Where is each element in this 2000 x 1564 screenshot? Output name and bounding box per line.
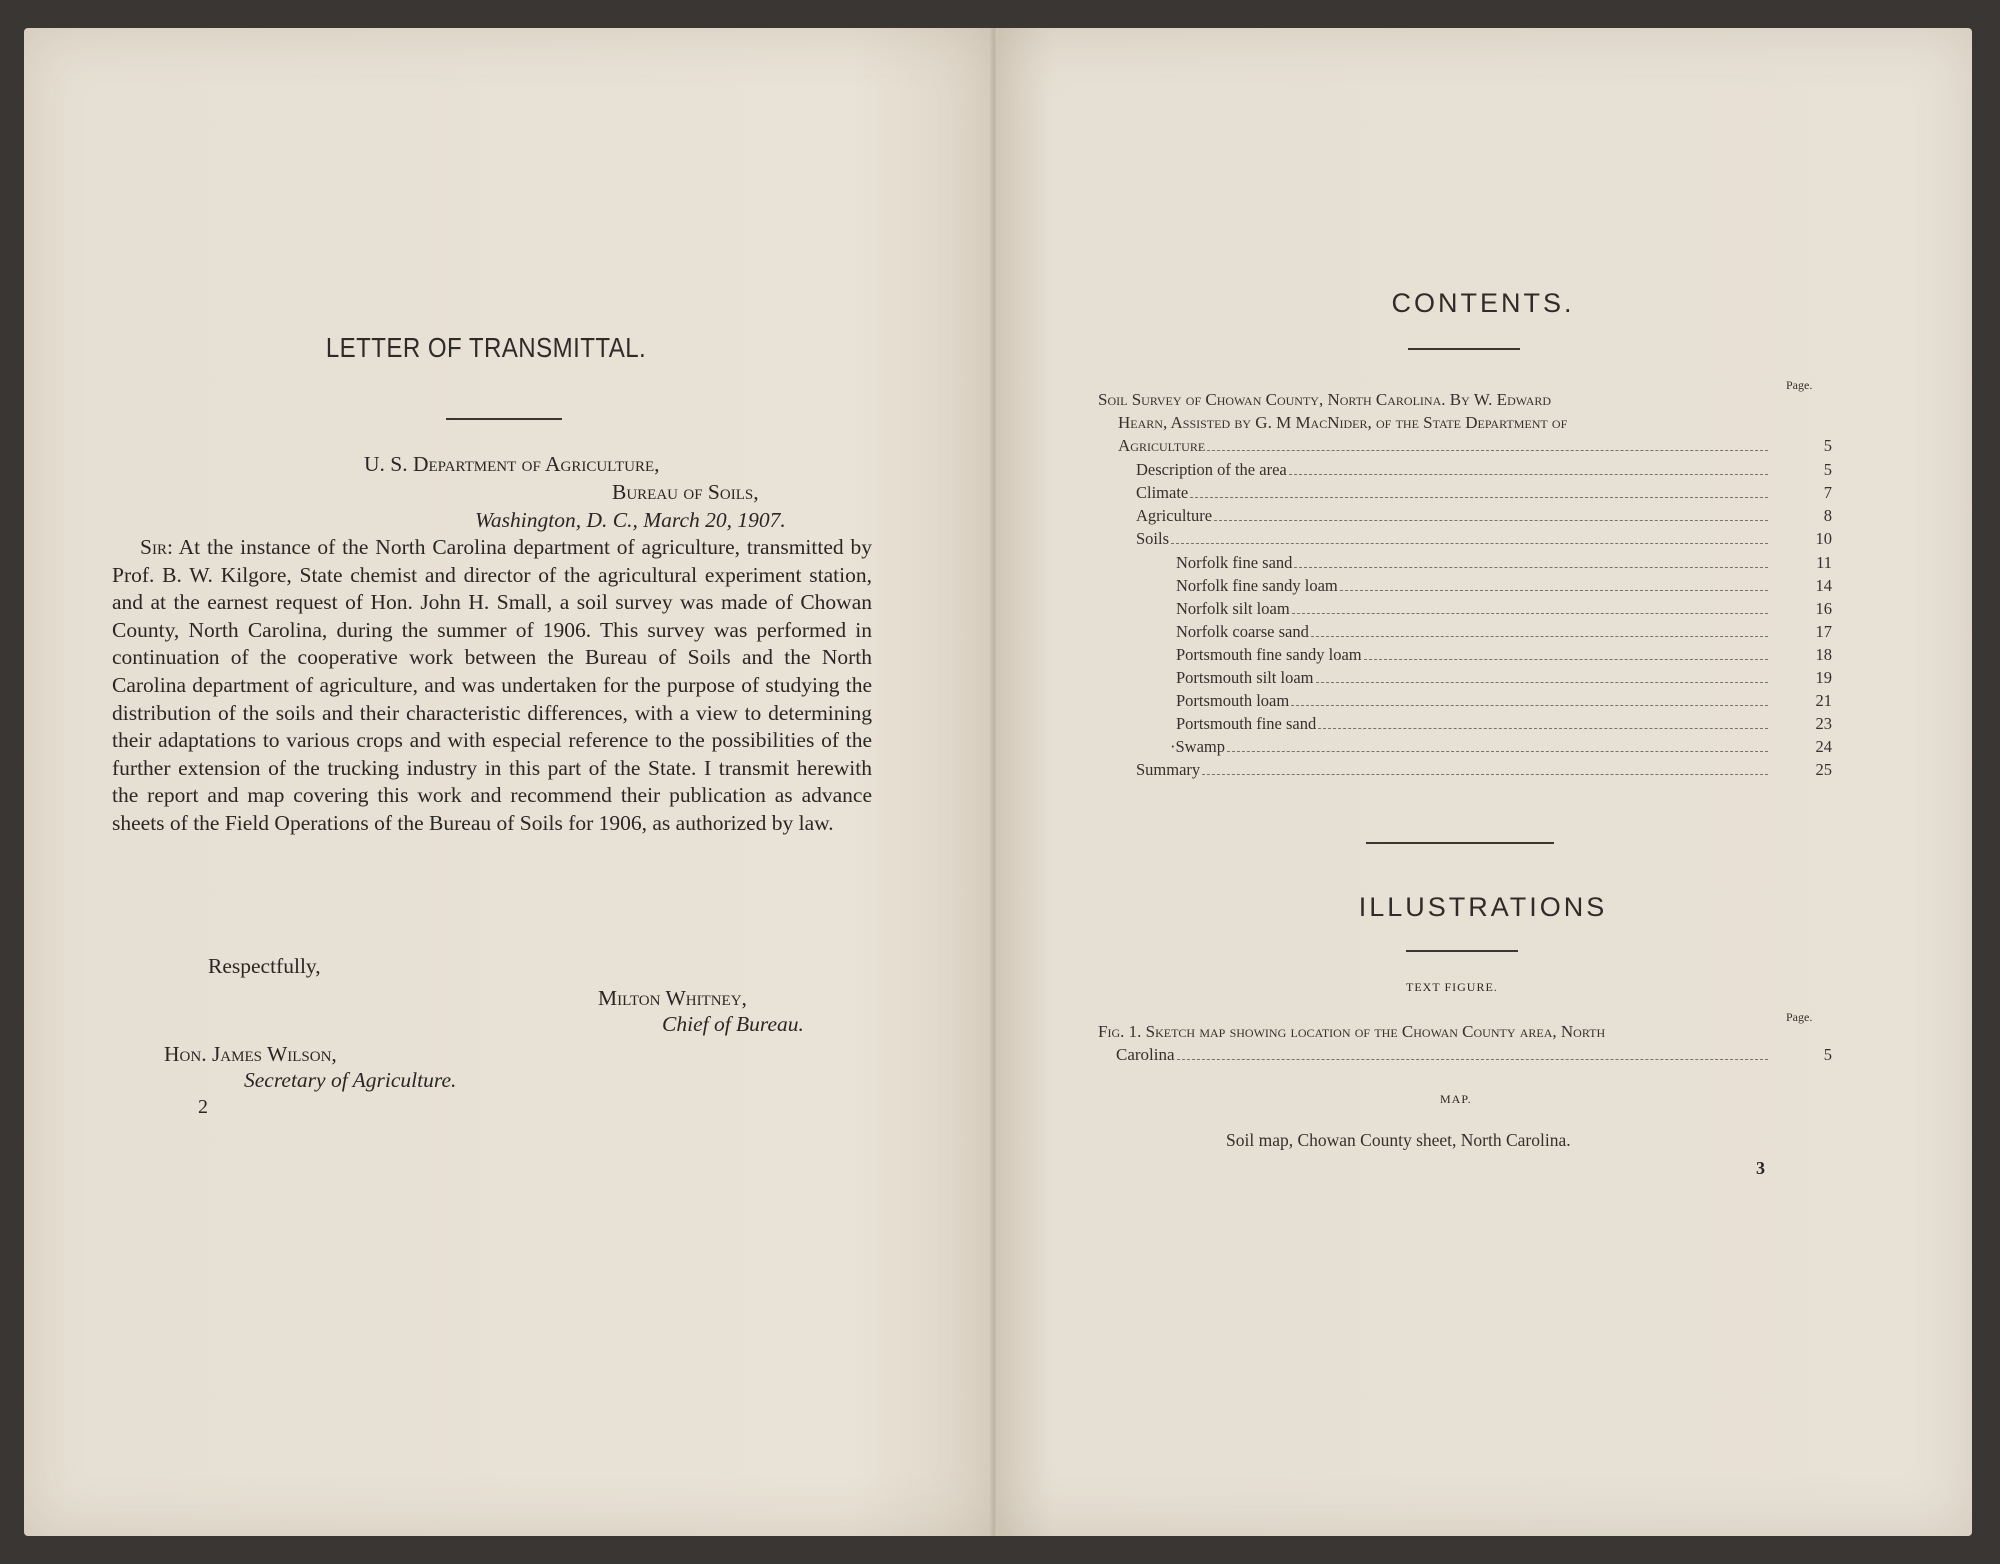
toc-main-entry-line3 bbox=[1118, 436, 1772, 458]
toc-entry-page: 23 bbox=[1815, 714, 1832, 733]
toc-entry: Portsmouth loam bbox=[1176, 691, 1772, 713]
toc-entry: Portsmouth silt loam bbox=[1176, 668, 1772, 690]
letter-body bbox=[112, 534, 872, 838]
fig-1-text: Fig. 1. Sketch map showing location of the Chowan County area, North bbox=[1098, 1022, 1606, 1041]
toc-main-entry-label: Agriculture bbox=[1118, 436, 1206, 455]
fig-page-label: Page. bbox=[1786, 1010, 1813, 1024]
toc-entry-page: 18 bbox=[1815, 645, 1832, 664]
toc-entry: Norfolk fine sandy loam bbox=[1176, 576, 1772, 598]
section-rule bbox=[1366, 842, 1554, 844]
page-number-right: 3 bbox=[1756, 1158, 1765, 1178]
toc-leader bbox=[1207, 450, 1768, 451]
addressee-title: Secretary of Agriculture. bbox=[244, 1068, 457, 1092]
title-rule bbox=[446, 418, 562, 420]
toc-entry: Climate bbox=[1136, 483, 1772, 505]
contents-rule bbox=[1408, 348, 1520, 350]
signer-name: Milton Whitney, bbox=[598, 986, 747, 1010]
toc-entry-page: 10 bbox=[1815, 529, 1832, 548]
toc-entry-page: 21 bbox=[1815, 691, 1832, 710]
fig-1-line1 bbox=[1098, 1022, 1605, 1042]
map-line: Soil map, Chowan County sheet, North Carolina. bbox=[1226, 1130, 1571, 1150]
toc-entry-page: 5 bbox=[1823, 460, 1832, 479]
toc-entry-page: 11 bbox=[1816, 553, 1832, 572]
toc-main-entry-line2: Hearn, Assisted by G. M MacNider, of the State Department of bbox=[1118, 413, 1568, 432]
toc-entry-page: 8 bbox=[1823, 506, 1832, 525]
dept-line: U. S. Department of Agriculture, bbox=[364, 452, 660, 476]
signer-title: Chief of Bureau. bbox=[662, 1012, 804, 1036]
letter-text: At the instance of the North Carolina department of agriculture, transmitted by Prof. B. W. Kilgore, State chemist and director of the agricultural experiment station, and at the earnest request of Hon. John H. Small, a soil survey was made of Chowan County, North Carolina, during the summer of 1906. This survey was performed in continuation of the cooperative work between the Bureau of Soils and the North Carolina department of agriculture, and was undertaken for the purpose of studying the distribution of the soils and their characteristic differences, with a view to determining their adaptations to various crops and with especial reference to the possibilities of the further extension of the trucking industry in this part of the State. I transmit herewith the report and map covering this work and recommend their publication as advance sheets of the Field Operations of the Bureau of Soils for 1906, as authorized by law. bbox=[112, 535, 872, 835]
toc-page-label: Page. bbox=[1786, 378, 1813, 392]
toc-entry-page: 17 bbox=[1815, 622, 1832, 641]
book-gutter bbox=[990, 28, 998, 1536]
closing: Respectfully, bbox=[208, 954, 321, 978]
toc-entry-page: 14 bbox=[1815, 576, 1832, 595]
toc-entry: Portsmouth fine sand bbox=[1176, 714, 1772, 736]
toc-entry: Norfolk fine sand bbox=[1176, 553, 1772, 575]
letter-title: LETTER OF TRANSMITTAL. bbox=[325, 332, 647, 363]
toc-entry: Norfolk silt loam bbox=[1176, 599, 1772, 621]
toc-entry: Portsmouth fine sandy loam bbox=[1176, 645, 1772, 667]
dateline: Washington, D. C., March 20, 1907. bbox=[475, 508, 786, 532]
toc-main-entry-line1: Soil Survey of Chowan County, North Carolina. By W. Edward bbox=[1098, 390, 1552, 409]
toc-entry: Norfolk coarse sand bbox=[1176, 622, 1772, 644]
map-heading: MAP. bbox=[1440, 1092, 1472, 1106]
salutation: Sir: bbox=[140, 535, 173, 559]
right-page bbox=[994, 28, 1972, 1536]
fig-1-page: 5 bbox=[1823, 1045, 1832, 1064]
toc-entry-page: 19 bbox=[1815, 668, 1832, 687]
toc-entry: Soils bbox=[1136, 529, 1772, 551]
toc-entry-page: 16 bbox=[1815, 599, 1832, 618]
toc-entry-page: 7 bbox=[1823, 483, 1832, 502]
toc-entry: Agriculture bbox=[1136, 506, 1772, 528]
toc-entry: Description of the area bbox=[1136, 460, 1772, 482]
toc-main-entry-page: 5 bbox=[1823, 436, 1832, 455]
toc-entry: Summary bbox=[1136, 760, 1772, 782]
text-figure-heading: TEXT FIGURE. bbox=[1406, 980, 1498, 994]
toc-entry: ·Swamp bbox=[1170, 737, 1772, 759]
fig-1-line2: Carolina bbox=[1116, 1045, 1772, 1067]
addressee-name: Hon. James Wilson, bbox=[164, 1042, 337, 1066]
page-number-left: 2 bbox=[198, 1096, 208, 1118]
contents-title: CONTENTS. bbox=[1391, 288, 1575, 318]
toc-entry-page: 25 bbox=[1815, 760, 1832, 779]
illustrations-rule bbox=[1406, 950, 1518, 952]
illustrations-title: ILLUSTRATIONS bbox=[1358, 892, 1608, 922]
toc-entry-page: 24 bbox=[1815, 737, 1832, 756]
bureau-line: Bureau of Soils, bbox=[612, 480, 759, 504]
